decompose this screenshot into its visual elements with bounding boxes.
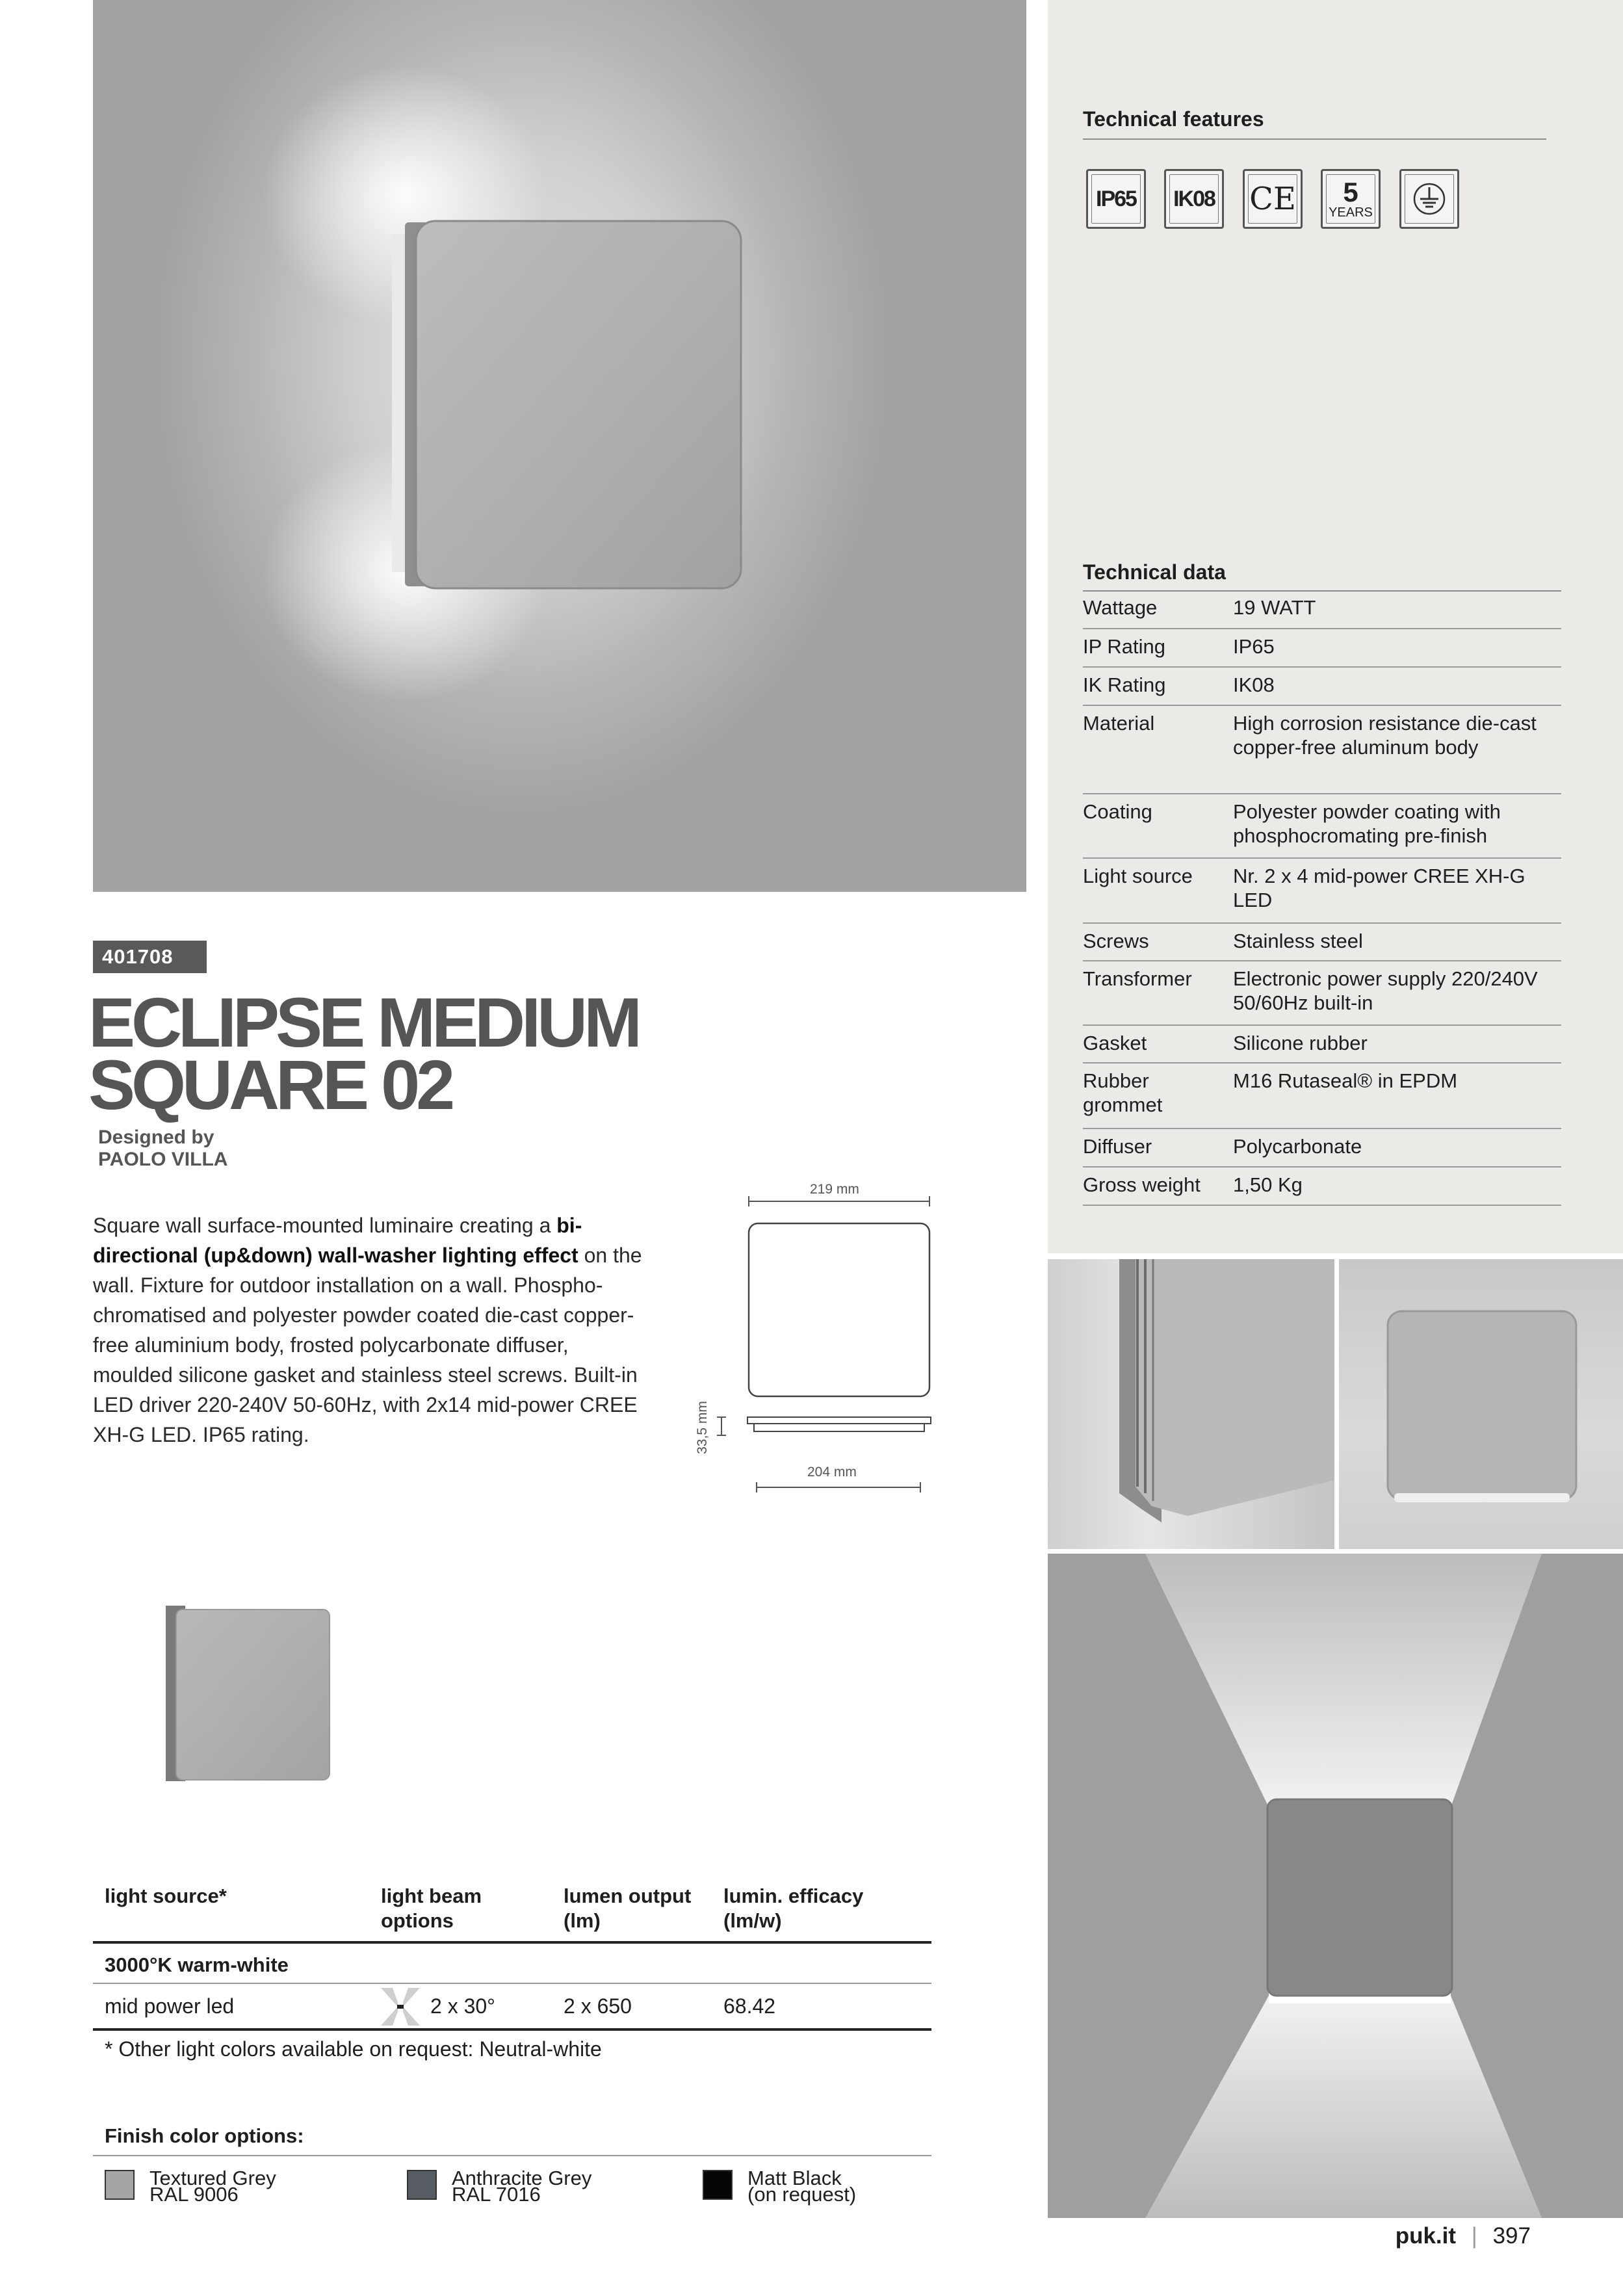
column-header: light beam options: [381, 1885, 482, 1932]
row-label: Transformer: [1083, 967, 1192, 990]
description-highlight: bi-directional (up&down) wall-washer lighting effect: [93, 1214, 582, 1267]
row-label: Screws: [1083, 930, 1149, 952]
row-value: High corrosion resistance die-cast copper-free aluminum body: [1233, 712, 1537, 759]
ip65-icon: IP65: [1086, 169, 1146, 229]
row-value: 19 WATT: [1233, 596, 1316, 619]
finish-code: RAL 7016: [452, 2183, 541, 2206]
designed-by-label: Designed by: [98, 1127, 214, 1148]
table-row: [1083, 590, 1561, 629]
beam-option-cell: 2 x 30°: [430, 1994, 495, 2018]
light-source-cell: mid power led: [105, 1994, 235, 2018]
finish-title: Finish color options:: [105, 2124, 304, 2147]
table-row: [1083, 1129, 1561, 1168]
depth-dimension: 33,5 mm: [694, 1401, 710, 1454]
table-row: [1083, 1026, 1561, 1063]
finish-option: [105, 2167, 276, 2206]
technical-data-table: [1083, 590, 1561, 1206]
warranty-5-years-icon: 5 YEARS: [1321, 169, 1381, 229]
row-value: Electronic power supply 220/240V 50/60Hz built-in: [1233, 967, 1538, 1014]
row-label: Diffuser: [1083, 1135, 1152, 1158]
ik08-icon: IK08: [1164, 169, 1224, 229]
finish-option: [407, 2167, 592, 2206]
finish-option: [703, 2167, 857, 2206]
technical-features-title: Technical features: [1083, 107, 1264, 131]
row-label: Coating: [1083, 800, 1152, 823]
row-value: IK08: [1233, 673, 1275, 696]
column-header: lumen output (lm): [564, 1885, 692, 1932]
dimension-drawing: [695, 1170, 942, 1495]
table-row: [1083, 706, 1561, 794]
width-dimension: 219 mm: [810, 1182, 859, 1197]
designer-credit: [98, 1127, 227, 1171]
lumen-output-cell: 2 x 650: [564, 1994, 632, 2018]
table-row: [1083, 961, 1561, 1026]
row-label: IP Rating: [1083, 635, 1165, 658]
table-row: [1083, 668, 1561, 706]
ce-mark-icon: CE: [1243, 169, 1303, 229]
table-row: [1083, 629, 1561, 668]
row-value: Polyester powder coating with phosphocromating pre-finish: [1233, 800, 1501, 847]
efficacy-cell: 68.42: [723, 1994, 776, 2018]
table-row: [1083, 794, 1561, 859]
product-description: [93, 1210, 652, 1450]
table-row: [1083, 1168, 1561, 1206]
product-code-tag: 401708: [93, 941, 207, 973]
footer-separator: |: [1471, 2223, 1477, 2249]
divider: [93, 2155, 931, 2156]
footnote: * Other light colors available on request: Neutral-white: [105, 2037, 602, 2061]
color-temperature-group: 3000°K warm-white: [105, 1953, 289, 1976]
row-label: Light source: [1083, 865, 1193, 887]
row-value: M16 Rutaseal® in EPDM: [1233, 1069, 1458, 1092]
row-value: Polycarbonate: [1233, 1135, 1362, 1158]
row-label: Gross weight: [1083, 1173, 1201, 1196]
row-value: Nr. 2 x 4 mid-power CREE XH-G LED: [1233, 865, 1526, 911]
column-header: lumin. efficacy (lm/w): [723, 1885, 864, 1932]
finish-name: Textured Grey: [149, 2167, 276, 2189]
title-line-1: ECLIPSE MEDIUM: [88, 983, 639, 1062]
finish-name: Matt Black: [747, 2167, 842, 2189]
color-swatch-anthracite-grey: [407, 2170, 437, 2200]
divider: [93, 1983, 931, 1984]
dimension-lines: [695, 1170, 942, 1495]
product-title: [88, 983, 639, 1124]
divider: [1083, 138, 1546, 140]
finish-code: (on request): [747, 2183, 857, 2206]
wall-wash-photo: [1048, 1554, 1623, 2218]
earth-ground-icon: [1399, 169, 1459, 229]
hero-photo: [93, 0, 1026, 892]
side-detail-photo: [1048, 1259, 1334, 1549]
row-label: Rubber grommet: [1083, 1069, 1163, 1116]
column-header: light source*: [105, 1885, 227, 1907]
row-value: Stainless steel: [1233, 930, 1363, 952]
title-line-2: SQUARE 02: [88, 1045, 452, 1124]
row-label: IK Rating: [1083, 673, 1166, 696]
finish-code: RAL 9006: [149, 2183, 239, 2206]
description-text: on the wall. Fixture for outdoor installation on a wall. Phospho-chromatised and polyester powder coated die-cast copper-free aluminium body, frosted polycarbonate diffuser, moulded silicone gasket and stainless steel screws. Built-in LED driver 220-240V 50-60Hz, with 2x14 mid-power CREE XH-G LED. IP65 rating.: [93, 1244, 642, 1446]
beam-icon: [381, 1988, 420, 2026]
product-shot: [114, 1560, 374, 1820]
row-label: Material: [1083, 712, 1155, 735]
row-label: Wattage: [1083, 596, 1158, 619]
table-row: [1083, 924, 1561, 961]
color-swatch-matt-black: [703, 2170, 733, 2200]
designer-name: PAOLO VILLA: [98, 1149, 228, 1170]
table-row: [1083, 859, 1561, 924]
page-number: 397: [1492, 2223, 1531, 2249]
base-dimension: 204 mm: [807, 1465, 857, 1480]
description-text: Square wall surface-mounted luminaire creating a: [93, 1214, 557, 1237]
table-bottom-rule: [93, 2028, 931, 2031]
table-row: [1083, 1063, 1561, 1129]
row-label: Gasket: [1083, 1032, 1147, 1054]
hero-luminaire: [93, 0, 1026, 892]
row-value: Silicone rubber: [1233, 1032, 1368, 1054]
page-footer: [1396, 2223, 1531, 2249]
technical-data-title: Technical data: [1083, 560, 1226, 584]
finish-name: Anthracite Grey: [452, 2167, 592, 2189]
row-value: 1,50 Kg: [1233, 1173, 1303, 1196]
color-swatch-textured-grey: [105, 2170, 135, 2200]
front-detail-photo: [1339, 1259, 1623, 1549]
site-link[interactable]: puk.it: [1395, 2223, 1457, 2249]
table-header-rule: [93, 1941, 931, 1944]
row-value: IP65: [1233, 635, 1275, 658]
